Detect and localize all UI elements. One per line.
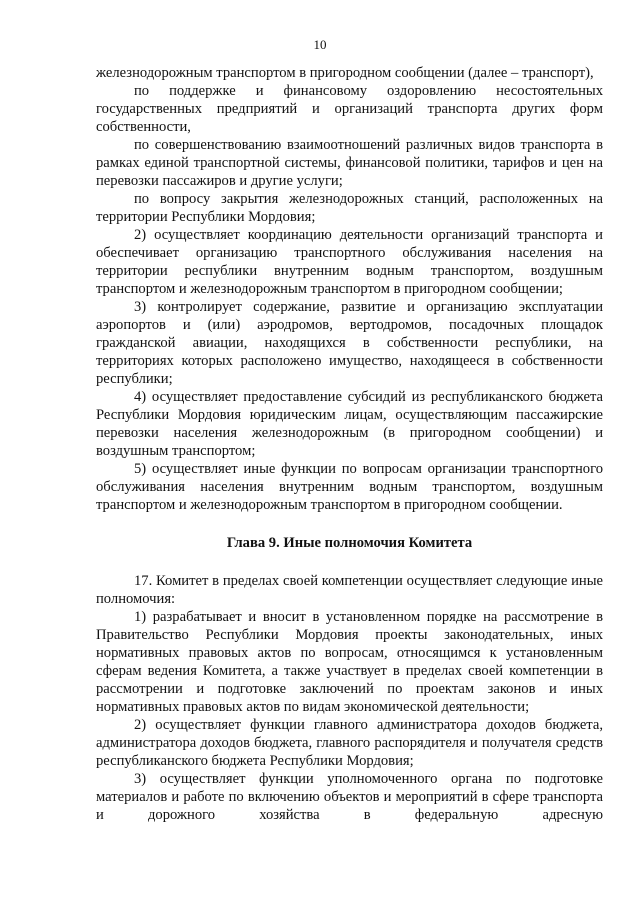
paragraph: по поддержке и финансовому оздоровлению несостоятельных государственных предприятий и организаций транспорта других форм собственности, (96, 83, 603, 135)
paragraph: 3) осуществляет функции уполномоченного органа по подготовке материалов и работе по включению объектов и мероприятий в сфере транспорта и дорожного хозяйства в федеральную адресную (96, 771, 603, 823)
paragraph: железнодорожным транспортом в пригородном сообщении (далее – транспорт), (96, 65, 594, 81)
paragraph: 17. Комитет в пределах своей компетенции осуществляет следующие иные полномочия: (96, 573, 603, 607)
paragraph: 3) контролирует содержание, развитие и организацию эксплуатации аэропортов и (или) аэродромов, вертодромов, посадочных площадок гражданской авиации, находящихся в собственности республики, на территориях которых расположено имущество, находящееся в собственности республики; (96, 299, 603, 387)
paragraph: 1) разрабатывает и вносит в установленном порядке на рассмотрение в Правительство Республики Мордовия проекты законодательных, иных нормативных правовых актов по вопросам, относящимся к установленным сферам ведения Комитета, а также участвует в пределах своей компетенции в рассмотрении и подготовке заключений по проектам законов и иных нормативных правовых актов по видам экономической деятельности; (96, 609, 603, 715)
document-body (96, 64, 603, 824)
page-number: 10 (313, 37, 327, 52)
paragraph: по вопросу закрытия железнодорожных станций, расположенных на территории Республики Мордовия; (96, 191, 603, 225)
paragraph: 5) осуществляет иные функции по вопросам организации транспортного обслуживания населения внутренним водным транспортом, воздушным транспортом и железнодорожным транспортом в пригородном сообщении. (96, 461, 603, 513)
paragraph: 2) осуществляет координацию деятельности организаций транспорта и обеспечивает организацию транспортного обслуживания населения на территории республики внутренним водным транспортом, воздушным транспортом и железнодорожным транспортом в пригородном сообщении; (96, 227, 603, 297)
chapter-heading: Глава 9. Иные полномочия Комитета (226, 535, 473, 551)
paragraph: 2) осуществляет функции главного администратора доходов бюджета, администратора доходов бюджета, главного распорядителя и получателя средств республиканского бюджета Республики Мордовия; (96, 717, 603, 769)
paragraph: 4) осуществляет предоставление субсидий из республиканского бюджета Республики Мордовия юридическим лицам, осуществляющим пассажирские перевозки населения железнодорожным (в пригородном сообщении) и воздушным транспортом; (96, 389, 603, 459)
paragraph: по совершенствованию взаимоотношений различных видов транспорта в рамках единой транспортной системы, финансовой политики, тарифов и цен на перевозки пассажиров и другие услуги; (96, 137, 603, 189)
